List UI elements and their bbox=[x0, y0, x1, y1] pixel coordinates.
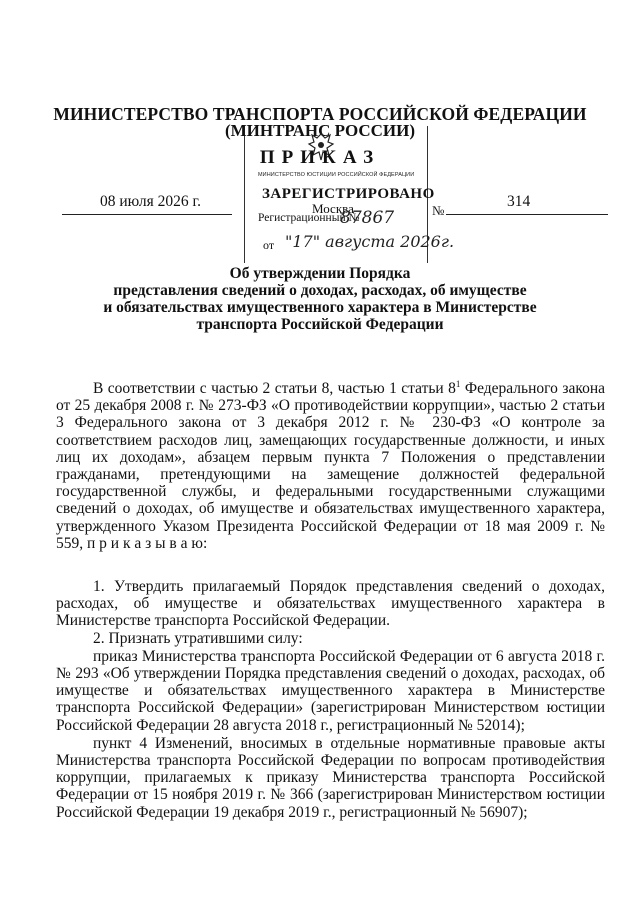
stamp-reg-label: Регистрационный № bbox=[258, 212, 360, 224]
preamble-paragraph bbox=[56, 380, 605, 552]
order-date: 08 июля 2026 г. bbox=[100, 193, 201, 210]
stamp-date-label: от bbox=[263, 238, 275, 252]
preamble-text-1: В соответствии с частью 2 статьи 8, частью 1 статьи 8 bbox=[93, 380, 456, 397]
order-item: пункт 4 Изменений, вносимых в отдельные нормативные правовые акты Министерства транспорта Российской Федерации по вопросам противодействия коррупции, прилагаемых к приказу Министерства транспорта Российской Федерации от 15 ноября 2019 г. № 366 (зарегистрирован Министерством юстиции Российской Федерации 19 декабря 2019 г., регистрационный № 56907); bbox=[56, 734, 605, 821]
order-item: 1. Утвердить прилагаемый Порядок представления сведений о доходах, расходах, об имуществе и обязательствах имущественного характера в Министерстве транспорта Российской Федерации. bbox=[56, 578, 605, 630]
stamp-date-value: "17" августа 2026г. bbox=[285, 232, 455, 251]
order-number: 314 bbox=[507, 193, 531, 210]
title-line: Об утверждении Порядка bbox=[229, 265, 411, 282]
order-item: 2. Признать утратившими силу: bbox=[93, 629, 303, 647]
document-title bbox=[0, 265, 640, 333]
title-line: и обязательствах имущественного характера в Министерстве bbox=[103, 299, 537, 316]
superscript: 1 bbox=[455, 378, 461, 389]
stamp-title: ЗАРЕГИСТРИРОВАНО bbox=[262, 186, 435, 202]
stamp-header: МИНИСТЕРСТВО ЮСТИЦИИ РОССИЙСКОЙ ФЕДЕРАЦИИ bbox=[258, 172, 415, 178]
number-sign: № bbox=[432, 203, 445, 218]
number-underline bbox=[446, 214, 608, 215]
order-item: приказ Министерства транспорта Российской Федерации от 6 августа 2018 г. № 293 «Об утверждении Порядка представления сведений о доходах, расходах, об имуществе и обязательствах имущественного характера в Министерстве транспорта Российской Федерации» (зарегистрирован Министерством юстиции Российской Федерации 28 августа 2018 г., регистрационный № 52014); bbox=[56, 647, 605, 734]
ministry-name: МИНИСТЕРСТВО ТРАНСПОРТА РОССИЙСКОЙ ФЕДЕРАЦИИ bbox=[53, 104, 587, 124]
order-items bbox=[56, 578, 605, 821]
date-underline bbox=[62, 214, 232, 215]
stamp-city: Москва bbox=[312, 201, 354, 216]
title-line: представления сведений о доходах, расходах, об имуществе bbox=[113, 282, 527, 299]
ministry-short-name: (МИНТРАНС РОССИИ) bbox=[224, 121, 416, 140]
title-line: транспорта Российской Федерации bbox=[196, 316, 444, 333]
preamble-text-2: Федерального закона от 25 декабря 2008 г. № 273-ФЗ «О противодействии коррупции», частью 2 статьи 3 Федерального закона от 3 декабря 2012 г. № 230-ФЗ «О контроле за соответствием расходов лиц, замещающих государственные должности, и иных лиц их доходам», абзацем первым пункта 7 Положения о представлении гражданами, претендующими на замещение должностей федеральной государственной службы, и федеральными государственными служащими сведений о доходах, об имуществе и обязательствах имущественного характера, утвержденного Указом Президента Российской Федерации от 18 мая 2009 г. № 559, п р и к а з ы в а ю: bbox=[56, 380, 605, 552]
document-type: ПРИКАЗ bbox=[259, 147, 381, 168]
stamp-reg-number: 87867 bbox=[340, 208, 395, 228]
